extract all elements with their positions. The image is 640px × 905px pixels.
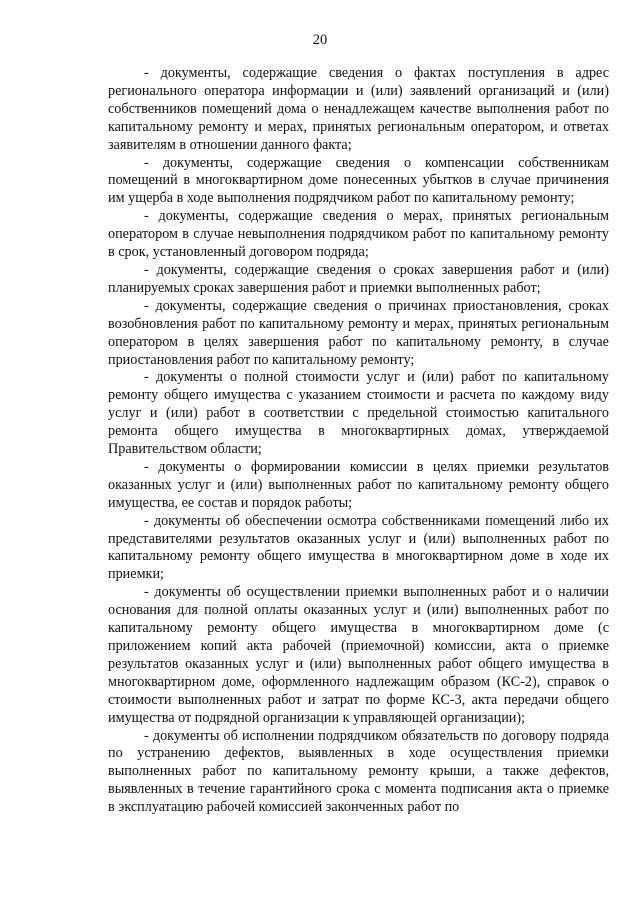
paragraph: - документы об обеспечении осмотра собственниками помещений либо их представителями результатов оказанных услуг и (или) выполненных работ по капитальному ремонту общего имущества в многоквартирном доме в ходе их приемки;	[108, 512, 609, 583]
paragraph: - документы о формировании комиссии в целях приемки результатов оказанных услуг и (или) выполненных работ по капитальному ремонту общего имущества, ее состав и порядок работы;	[108, 458, 609, 511]
paragraph: - документы, содержащие сведения о фактах поступления в адрес регионального оператора информации и (или) заявлений организаций и (или) собственников помещений дома о ненадлежащем качестве выполнения работ по капитальному ремонту и мерах, принятых региональным оператором, и ответах заявителям в отношении данного факта;	[108, 65, 609, 153]
paragraph: - документы, содержащие сведения о причинах приостановления, сроках возобновления работ по капитальному ремонту и мерах, принятых региональным оператором в целях завершения работ по капитальному ремонту, в случае приостановления работ по капитальному ремонту;	[108, 297, 609, 368]
paragraph: - документы об осуществлении приемки выполненных работ и о наличии основания для полной оплаты оказанных услуг и (или) выполненных работ по капитальному ремонту общего имущества в многоквартирном доме (с приложением копий акта рабочей (приемочной) комиссии, акта о приемке результатов оказанных услуг и (или) выполненных работ общего имущества в многоквартирном доме, оформленного надлежащим образом (КС-2), справок о стоимости выполненных работ и затрат по форме КС-3, акта передачи общего имущества от подрядной организации к управляющей организации);	[108, 584, 609, 726]
page-number: 20	[312, 32, 328, 48]
paragraph: - документы о полной стоимости услуг и (или) работ по капитальному ремонту общего имущества с указанием стоимости и расчета по каждому виду услуг и (или) работ в соответствии с предельной стоимостью капитального ремонта общего имущества в многоквартирных домах, утверждаемой Правительством области;	[108, 369, 609, 458]
paragraph: - документы, содержащие сведения о сроках завершения работ и (или) планируемых сроках завершения работ и приемки выполненных работ;	[108, 261, 609, 296]
document-body	[108, 65, 609, 817]
paragraph: - документы, содержащие сведения о компенсации собственникам помещений в многоквартирном доме понесенных убытков в случае причинения им ущерба в ходе выполнения подрядчиком работ по капитальному ремонту;	[108, 154, 609, 207]
paragraph: - документы, содержащие сведения о мерах, принятых региональным оператором в случае невыполнения подрядчиком работ по капитальному ремонту в срок, установленный договором подряда;	[108, 208, 609, 261]
paragraph: - документы об исполнении подрядчиком обязательств по договору подряда по устранению дефектов, выявленных в ходе осуществления приемки выполненных работ по капитальному ремонту крыши, а также дефектов, выявленных в течение гарантийного срока с момента подписания акта о приемке в эксплуатацию рабочей комиссией законченных работ по	[108, 727, 609, 816]
